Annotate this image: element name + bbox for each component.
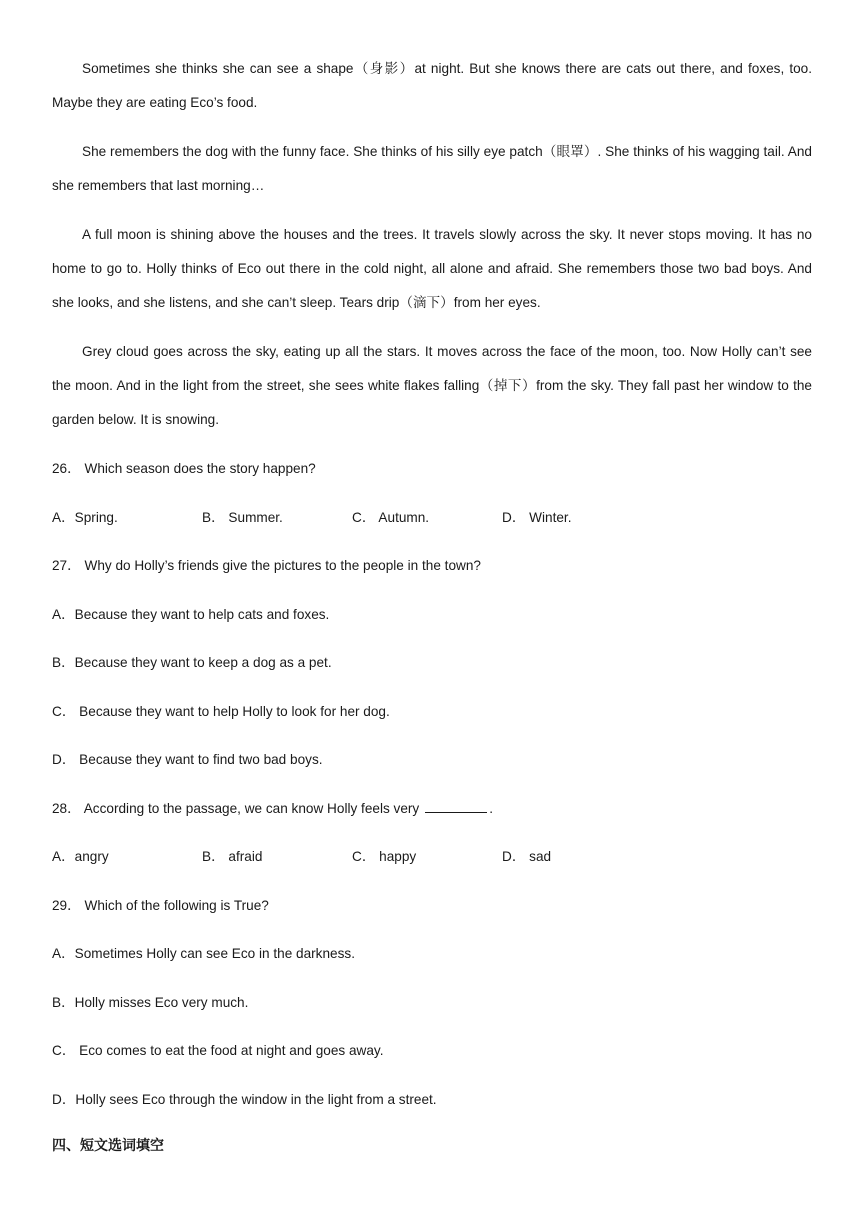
question-29-stem: 29． Which of the following is True?: [52, 897, 269, 913]
option-b: B． afraid: [202, 849, 263, 864]
option-c: C． happy: [352, 849, 417, 864]
question-26-options: [52, 501, 812, 535]
section-heading: 四、短文选词填空: [52, 1138, 164, 1154]
question-28-stem: [52, 792, 812, 826]
question-27-stem: 27． Why do Holly’s friends give the pictures to the people in the town?: [52, 558, 481, 573]
option-d: D． Because they want to find two bad boys.: [52, 752, 323, 767]
option-b: B．Holly misses Eco very much.: [52, 994, 249, 1010]
question-28-period: .: [489, 800, 494, 816]
option-c: C． Autumn.: [352, 509, 430, 525]
option-b: B． Summer.: [202, 509, 283, 525]
question-28-text: 28． According to the passage, we can know Holly feels very: [52, 800, 420, 816]
passage-paragraph: Sometimes she thinks she can see a shape（身影）at night. But she knows there are cats out there, and foxes, too. Maybe they are eating Eco’s food.: [52, 61, 812, 110]
option-a: A．Because they want to help cats and foxes.: [52, 606, 330, 622]
passage-paragraph: Grey cloud goes across the sky, eating up all the stars. It moves across the face of the moon, too. Now Holly can’t see the moon. And in the light from the street, she sees white flakes falling（掉下）from the sky. They fall past her window to the garden below. It is snowing.: [52, 344, 812, 427]
option-c: C． Because they want to help Holly to look for her dog.: [52, 703, 390, 719]
option-d: D． Winter.: [502, 509, 572, 525]
question-28-options: [52, 840, 812, 874]
option-a: A．angry: [52, 849, 109, 864]
answer-blank: [425, 798, 487, 813]
question-26-stem: 26． Which season does the story happen?: [52, 461, 316, 476]
passage-paragraph: A full moon is shining above the houses and the trees. It travels slowly across the sky. It never stops moving. It has no home to go to. Holly thinks of Eco out there in the cold night, all alone and afraid. She remembers those two bad boys. And she looks, and she listens, and she can’t sleep. Tears drip（滴下）from her eyes.: [52, 227, 812, 310]
passage-paragraph: She remembers the dog with the funny face. She thinks of his silly eye patch（眼罩）. She thinks of his wagging tail. And she remembers that last morning…: [52, 144, 812, 193]
exam-page: [52, 52, 812, 1163]
option-a: A．Spring.: [52, 509, 118, 525]
option-d: D． sad: [502, 849, 552, 864]
option-d: D．Holly sees Eco through the window in the light from a street.: [52, 1091, 437, 1107]
option-a: A．Sometimes Holly can see Eco in the darkness.: [52, 946, 355, 961]
option-c: C． Eco comes to eat the food at night and goes away.: [52, 1043, 384, 1058]
option-b: B．Because they want to keep a dog as a pet.: [52, 655, 332, 670]
